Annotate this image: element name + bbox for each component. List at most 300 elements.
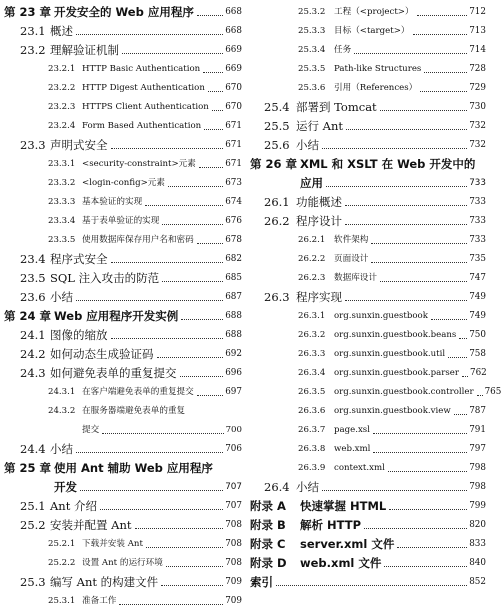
toc-left-column: [4, 0, 242, 608]
toc-entry-number: 26.3.7: [298, 425, 326, 435]
toc-entry-title: org.sunxin.guestbook.parser: [334, 368, 459, 378]
toc-entry-title: 如何动态生成验证码: [50, 347, 154, 361]
dot-leader: [161, 585, 223, 586]
toc-entry-number: 25.4: [264, 100, 290, 114]
toc-entry-number: 25.3.1: [48, 596, 76, 606]
dot-leader: [388, 471, 467, 472]
toc-entry-title: 开发安全的 Web 应用程序: [54, 5, 194, 19]
toc-page-number: 733: [469, 178, 486, 188]
toc-section-entry: [250, 190, 486, 209]
toc-entry-title: 编写 Ant 的构建文件: [50, 575, 159, 589]
dot-leader: [371, 262, 467, 263]
toc-appendix-entry: [250, 513, 486, 532]
toc-entry-title: XML 和 XSLT 在 Web 开发中的: [300, 157, 476, 171]
toc-entry-title: 页面设计: [334, 254, 369, 264]
toc-entry-number: 23.2.1: [48, 64, 76, 74]
dot-leader: [80, 490, 223, 491]
toc-page-number: 670: [225, 102, 242, 112]
dot-leader: [345, 300, 467, 301]
toc-page-number: 791: [469, 425, 486, 435]
dot-leader: [424, 72, 467, 73]
toc-entry-number: 26.3.8: [298, 444, 326, 454]
toc-section-entry: [250, 209, 486, 228]
toc-entry-title: 目标（<target>）: [334, 26, 410, 36]
toc-subsection-entry: [250, 361, 486, 380]
toc-entry-title: Web 应用程序开发实例: [54, 309, 179, 323]
toc-entry-title: <login-config>元素: [82, 178, 165, 188]
toc-subsection-entry: [250, 418, 486, 437]
toc-subsection-entry: [250, 437, 486, 456]
toc-page-number: 670: [225, 83, 242, 93]
toc-entry-number: 25.3: [20, 575, 46, 589]
dot-leader: [100, 509, 223, 510]
toc-page-number: 750: [469, 330, 486, 340]
dot-leader: [371, 243, 467, 244]
toc-entry-number: 23.2.4: [48, 121, 76, 131]
toc-section-entry: [250, 285, 486, 304]
dot-leader: [76, 34, 223, 35]
toc-entry-number: 26.4: [264, 480, 290, 494]
toc-page-number: 708: [225, 539, 242, 549]
toc-appendix-entry: [250, 551, 486, 570]
toc-entry-title: 使用数据库保存用户名和密码: [82, 235, 194, 245]
toc-page-number: 728: [469, 64, 486, 74]
toc-entry-title: 理解验证机制: [50, 43, 119, 57]
toc-page-number: 799: [469, 501, 486, 511]
dot-leader: [111, 148, 224, 149]
toc-subsection-entry: [4, 152, 242, 171]
toc-chapter-entry: [4, 0, 242, 19]
toc-entry-number: 25.3.5: [298, 64, 326, 74]
dot-leader: [166, 566, 223, 567]
dot-leader: [197, 243, 223, 244]
toc-entry-title: 小结: [296, 480, 319, 494]
toc-page-number: 668: [225, 7, 242, 17]
toc-page-number: 708: [225, 558, 242, 568]
toc-entry-title: 软件架构: [334, 235, 369, 245]
toc-subsection-entry: [4, 228, 242, 247]
toc-entry-number: 24.1: [20, 328, 46, 342]
toc-entry-number: 23.3.3: [48, 197, 76, 207]
toc-entry-number: 26.3.9: [298, 463, 326, 473]
toc-subsection-entry: [250, 38, 486, 57]
toc-page-number: 840: [469, 558, 486, 568]
toc-entry-number: 25.3.4: [298, 45, 326, 55]
toc-entry-title: org.sunxin.guestbook.beans: [334, 330, 457, 340]
toc-entry-number: 24.4: [20, 442, 46, 456]
toc-page-number: 671: [225, 121, 242, 131]
toc-entry-number: 25.2.2: [48, 558, 76, 568]
toc-section-entry: [250, 475, 486, 494]
dot-leader: [208, 91, 223, 92]
dot-leader: [322, 148, 467, 149]
toc-section-entry: [250, 133, 486, 152]
toc-subsection-entry: [250, 380, 501, 399]
toc-entry-number: 附录 D: [250, 556, 287, 570]
toc-subsection-entry: [250, 19, 486, 38]
dot-leader: [111, 262, 224, 263]
toc-page-number: 671: [225, 140, 242, 150]
toc-page-number: 678: [225, 235, 242, 245]
dot-leader: [354, 53, 467, 54]
toc-entry-number: 23.5: [20, 271, 46, 285]
toc-entry-title: 在客户端避免表单的重复提交: [82, 387, 194, 397]
toc-entry-number: 24.3.1: [48, 387, 76, 397]
toc-page-number: 709: [225, 577, 242, 587]
toc-page-number: 707: [225, 501, 242, 511]
dot-leader: [204, 129, 223, 130]
toc-page-number: 798: [469, 482, 486, 492]
toc-entry-number: 24.3.2: [48, 406, 76, 416]
toc-entry-title: 概述: [50, 24, 73, 38]
dot-leader: [384, 566, 467, 567]
dot-leader: [146, 547, 223, 548]
toc-entry-title: 在服务器端避免表单的重复: [82, 406, 186, 416]
toc-entry-number: 23.3.2: [48, 178, 76, 188]
toc-entry-title: 下载并安装 Ant: [82, 539, 143, 549]
toc-entry-title: 图像的缩放: [50, 328, 108, 342]
toc-subsection-entry: [4, 190, 242, 209]
toc-section-entry: [4, 133, 242, 152]
toc-subsection-entry: [250, 247, 486, 266]
toc-page-number: 669: [225, 64, 242, 74]
toc-page-number: 692: [225, 349, 242, 359]
toc-page-number: 733: [469, 197, 486, 207]
toc-entry-title: org.sunxin.guestbook.controller: [334, 387, 474, 397]
toc-entry-title: 小结: [50, 290, 73, 304]
toc-entry-number: 23.3.5: [48, 235, 76, 245]
dot-leader: [326, 186, 467, 187]
toc-entry-title: 程序式安全: [50, 252, 108, 266]
toc-page-number: 696: [225, 368, 242, 378]
toc-entry-number: 25.3.3: [298, 26, 326, 36]
toc-entry-number: 23.3: [20, 138, 46, 152]
toc-page-number: 833: [469, 539, 486, 549]
toc-page-number: 749: [469, 311, 486, 321]
toc-entry-title: HTTP Basic Authentication: [82, 64, 201, 74]
toc-subsection-entry: [4, 209, 242, 228]
toc-entry-number: 25.1: [20, 499, 46, 513]
toc-entry-number: 23.1: [20, 24, 46, 38]
dot-leader: [199, 167, 223, 168]
toc-section-entry: [4, 19, 242, 38]
dot-leader: [102, 433, 223, 434]
toc-entry-title: 引用（References）: [334, 83, 418, 93]
toc-entry-number: 第 26 章: [250, 157, 298, 171]
toc-entry-number: 第 25 章: [4, 461, 52, 475]
toc-entry-number: 26.3.2: [298, 330, 326, 340]
toc-section-entry: [4, 323, 242, 342]
toc-page-number: 730: [469, 102, 486, 112]
toc-subsection-entry: [250, 76, 486, 95]
toc-page-number: 733: [469, 216, 486, 226]
dot-leader: [364, 528, 467, 529]
toc-entry-number: 25.6: [264, 138, 290, 152]
dot-leader: [180, 376, 224, 377]
toc-section-entry: [4, 38, 242, 57]
toc-entry-number: 23.4: [20, 252, 46, 266]
toc-chapter-entry: [4, 304, 242, 323]
toc-entry-title: org.sunxin.guestbook.util: [334, 349, 446, 359]
toc-subsection-entry: [250, 399, 486, 418]
dot-leader: [346, 129, 467, 130]
toc-page-number: 707: [225, 482, 242, 492]
dot-leader: [454, 414, 468, 415]
toc-entry-title: 索引: [250, 575, 273, 589]
toc-section-entry: [250, 95, 486, 114]
toc-chapter-entry: [250, 152, 486, 171]
toc-subsection-entry: [250, 228, 486, 247]
dot-leader: [322, 490, 467, 491]
dot-leader: [122, 53, 223, 54]
toc-subsection-entry: [4, 171, 242, 190]
toc-chapter-entry: [4, 456, 242, 475]
toc-entry-title: 工程（<project>）: [334, 7, 414, 17]
toc-entry-title: web.xml 文件: [300, 556, 382, 570]
toc-entry-number: 26.3.6: [298, 406, 326, 416]
toc-entry-number: 26.3.5: [298, 387, 326, 397]
toc-page-number: 713: [469, 26, 486, 36]
toc-page-number: 712: [469, 7, 486, 17]
toc-entry-title: Form Based Authentication: [82, 121, 202, 131]
toc-page-number: 688: [225, 330, 242, 340]
toc-section-entry: [4, 494, 242, 513]
dot-leader: [462, 376, 468, 377]
toc-entry-number: 23.3.1: [48, 159, 76, 169]
toc-page-number: 749: [469, 292, 486, 302]
toc-page-number: 687: [225, 292, 242, 302]
toc-entry-number: 26.2.3: [298, 273, 326, 283]
toc-section-entry: [4, 266, 242, 285]
toc-entry-title: 功能概述: [296, 195, 342, 209]
toc-entry-continuation: [4, 418, 242, 437]
toc-entry-number: 23.2.3: [48, 102, 76, 112]
toc-entry-title: HTTP Digest Authentication: [82, 83, 205, 93]
toc-page-number: 706: [225, 444, 242, 454]
toc-page-number: 852: [469, 577, 486, 587]
dot-leader: [197, 15, 223, 16]
dot-leader: [203, 72, 223, 73]
toc-page-number: 732: [469, 140, 486, 150]
toc-subsection-entry: [4, 589, 242, 608]
toc-entry-number: 23.6: [20, 290, 46, 304]
toc-page-number: 729: [469, 83, 486, 93]
toc-page-number: 697: [225, 387, 242, 397]
dot-leader: [345, 205, 467, 206]
toc-section-entry: [4, 513, 242, 532]
dot-leader: [459, 338, 467, 339]
dot-leader: [389, 509, 467, 510]
toc-entry-number: 26.2: [264, 214, 290, 228]
toc-entry-title: 提交: [82, 425, 100, 435]
toc-entry-title: 解析 HTTP: [300, 518, 362, 532]
toc-entry-title: 运行 Ant: [296, 119, 343, 133]
toc-entry-number: 附录 A: [250, 499, 286, 513]
toc-page-number: 797: [469, 444, 486, 454]
toc-entry-title: 基本验证的实现: [82, 197, 143, 207]
toc-subsection-entry: [250, 57, 486, 76]
toc-entry-number: 第 23 章: [4, 5, 52, 19]
dot-leader: [111, 338, 224, 339]
toc-page-number: 747: [469, 273, 486, 283]
dot-leader: [380, 281, 467, 282]
dot-leader: [145, 205, 223, 206]
toc-index-entry: [250, 570, 486, 589]
toc-page-number: 682: [225, 254, 242, 264]
toc-entry-title: 安装并配置 Ant: [50, 518, 132, 532]
toc-entry-number: 26.3.4: [298, 368, 326, 378]
toc-entry-title: 部署到 Tomcat: [296, 100, 377, 114]
dot-leader: [417, 15, 468, 16]
toc-entry-title: HTTPS Client Authentication: [82, 102, 209, 112]
toc-page-number: 758: [469, 349, 486, 359]
toc-right-column: [250, 0, 501, 589]
toc-entry-number: 25.5: [264, 119, 290, 133]
dot-leader: [76, 452, 223, 453]
dot-leader: [135, 528, 224, 529]
toc-entry-number: 附录 B: [250, 518, 286, 532]
toc-page-number: 787: [469, 406, 486, 416]
dot-leader: [197, 395, 223, 396]
toc-entry-number: 26.3.1: [298, 311, 326, 321]
dot-leader: [119, 604, 223, 605]
dot-leader: [212, 110, 223, 111]
toc-section-entry: [4, 570, 242, 589]
toc-entry-number: 25.2.1: [48, 539, 76, 549]
toc-page-number: 674: [225, 197, 242, 207]
toc-entry-title: 基于表单验证的实现: [82, 216, 160, 226]
toc-page-number: 688: [225, 311, 242, 321]
toc-entry-number: 26.3: [264, 290, 290, 304]
toc-entry-continuation: [4, 475, 242, 494]
toc-page-number: 765: [484, 387, 501, 397]
toc-page-number: 673: [225, 178, 242, 188]
toc-subsection-entry: [4, 399, 242, 418]
toc-subsection-entry: [250, 342, 486, 361]
toc-entry-title: <security-constraint>元素: [82, 159, 196, 169]
toc-page-number: 685: [225, 273, 242, 283]
toc-subsection-entry: [250, 456, 486, 475]
toc-page-number: 676: [225, 216, 242, 226]
toc-subsection-entry: [4, 95, 242, 114]
toc-entry-number: 25.3.6: [298, 83, 326, 93]
toc-page-number: 709: [225, 596, 242, 606]
dot-leader: [157, 357, 224, 358]
toc-entry-number: 26.2.1: [298, 235, 326, 245]
toc-subsection-entry: [4, 551, 242, 570]
toc-entry-title: 应用: [300, 176, 323, 190]
toc-page-number: 700: [225, 425, 242, 435]
toc-section-entry: [250, 114, 486, 133]
toc-page-number: 820: [469, 520, 486, 530]
toc-entry-title: 使用 Ant 辅助 Web 应用程序: [54, 461, 213, 475]
toc-page-number: 708: [225, 520, 242, 530]
toc-section-entry: [4, 361, 242, 380]
toc-entry-title: 小结: [50, 442, 73, 456]
toc-subsection-entry: [4, 114, 242, 133]
toc-entry-title: server.xml 文件: [300, 537, 395, 551]
toc-entry-number: 26.2.2: [298, 254, 326, 264]
toc-subsection-entry: [250, 323, 486, 342]
toc-entry-number: 第 24 章: [4, 309, 52, 323]
toc-entry-title: 快速掌握 HTML: [300, 499, 387, 513]
toc-page-number: 714: [469, 45, 486, 55]
dot-leader: [276, 585, 467, 586]
toc-subsection-entry: [4, 76, 242, 95]
toc-entry-title: web.xml: [334, 444, 371, 454]
dot-leader: [448, 357, 467, 358]
toc-entry-number: 25.2: [20, 518, 46, 532]
dot-leader: [373, 452, 467, 453]
dot-leader: [373, 433, 467, 434]
dot-leader: [168, 186, 223, 187]
toc-subsection-entry: [4, 380, 242, 399]
dot-leader: [420, 91, 467, 92]
toc-subsection-entry: [250, 0, 486, 19]
toc-section-entry: [4, 247, 242, 266]
toc-subsection-entry: [250, 304, 486, 323]
toc-entry-title: 程序设计: [296, 214, 342, 228]
toc-entry-title: 任务: [334, 45, 352, 55]
toc-subsection-entry: [250, 266, 486, 285]
toc-entry-title: page.xsl: [334, 425, 370, 435]
toc-page-number: 735: [469, 254, 486, 264]
toc-page-number: 732: [469, 121, 486, 131]
dot-leader: [345, 224, 467, 225]
toc-entry-number: 23.2.2: [48, 83, 76, 93]
toc-page-number: 733: [469, 235, 486, 245]
toc-entry-title: 准备工作: [82, 596, 117, 606]
toc-entry-title: 开发: [54, 480, 77, 494]
dot-leader: [380, 110, 468, 111]
toc-appendix-entry: [250, 532, 486, 551]
toc-entry-title: 声明式安全: [50, 138, 108, 152]
toc-entry-title: 程序实现: [296, 290, 342, 304]
toc-entry-number: 24.2: [20, 347, 46, 361]
toc-page-number: 671: [225, 159, 242, 169]
toc-entry-title: SQL 注入攻击的防范: [50, 271, 160, 285]
dot-leader: [181, 319, 223, 320]
toc-section-entry: [4, 285, 242, 304]
toc-subsection-entry: [4, 532, 242, 551]
dot-leader: [431, 319, 467, 320]
toc-entry-number: 26.3.3: [298, 349, 326, 359]
toc-entry-title: 数据库设计: [334, 273, 377, 283]
dot-leader: [162, 224, 223, 225]
toc-entry-title: Path-like Structures: [334, 64, 422, 74]
toc-entry-title: org.sunxin.guestbook.view: [334, 406, 451, 416]
toc-entry-title: 如何避免表单的重复提交: [50, 366, 177, 380]
toc-entry-title: Ant 介绍: [50, 499, 97, 513]
toc-entry-number: 附录 C: [250, 537, 286, 551]
dot-leader: [477, 395, 483, 396]
toc-entry-number: 23.3.4: [48, 216, 76, 226]
toc-section-entry: [4, 437, 242, 456]
toc-appendix-entry: [250, 494, 486, 513]
toc-entry-title: org.sunxin.guestbook: [334, 311, 428, 321]
toc-entry-continuation: [250, 171, 486, 190]
toc-page-number: 669: [225, 45, 242, 55]
toc-page-number: 762: [469, 368, 487, 378]
toc-entry-number: 23.2: [20, 43, 46, 57]
dot-leader: [413, 34, 468, 35]
toc-page-number: 668: [225, 26, 242, 36]
dot-leader: [397, 547, 467, 548]
toc-entry-title: 小结: [296, 138, 319, 152]
toc-entry-number: 26.1: [264, 195, 290, 209]
toc-section-entry: [4, 342, 242, 361]
toc-subsection-entry: [4, 57, 242, 76]
